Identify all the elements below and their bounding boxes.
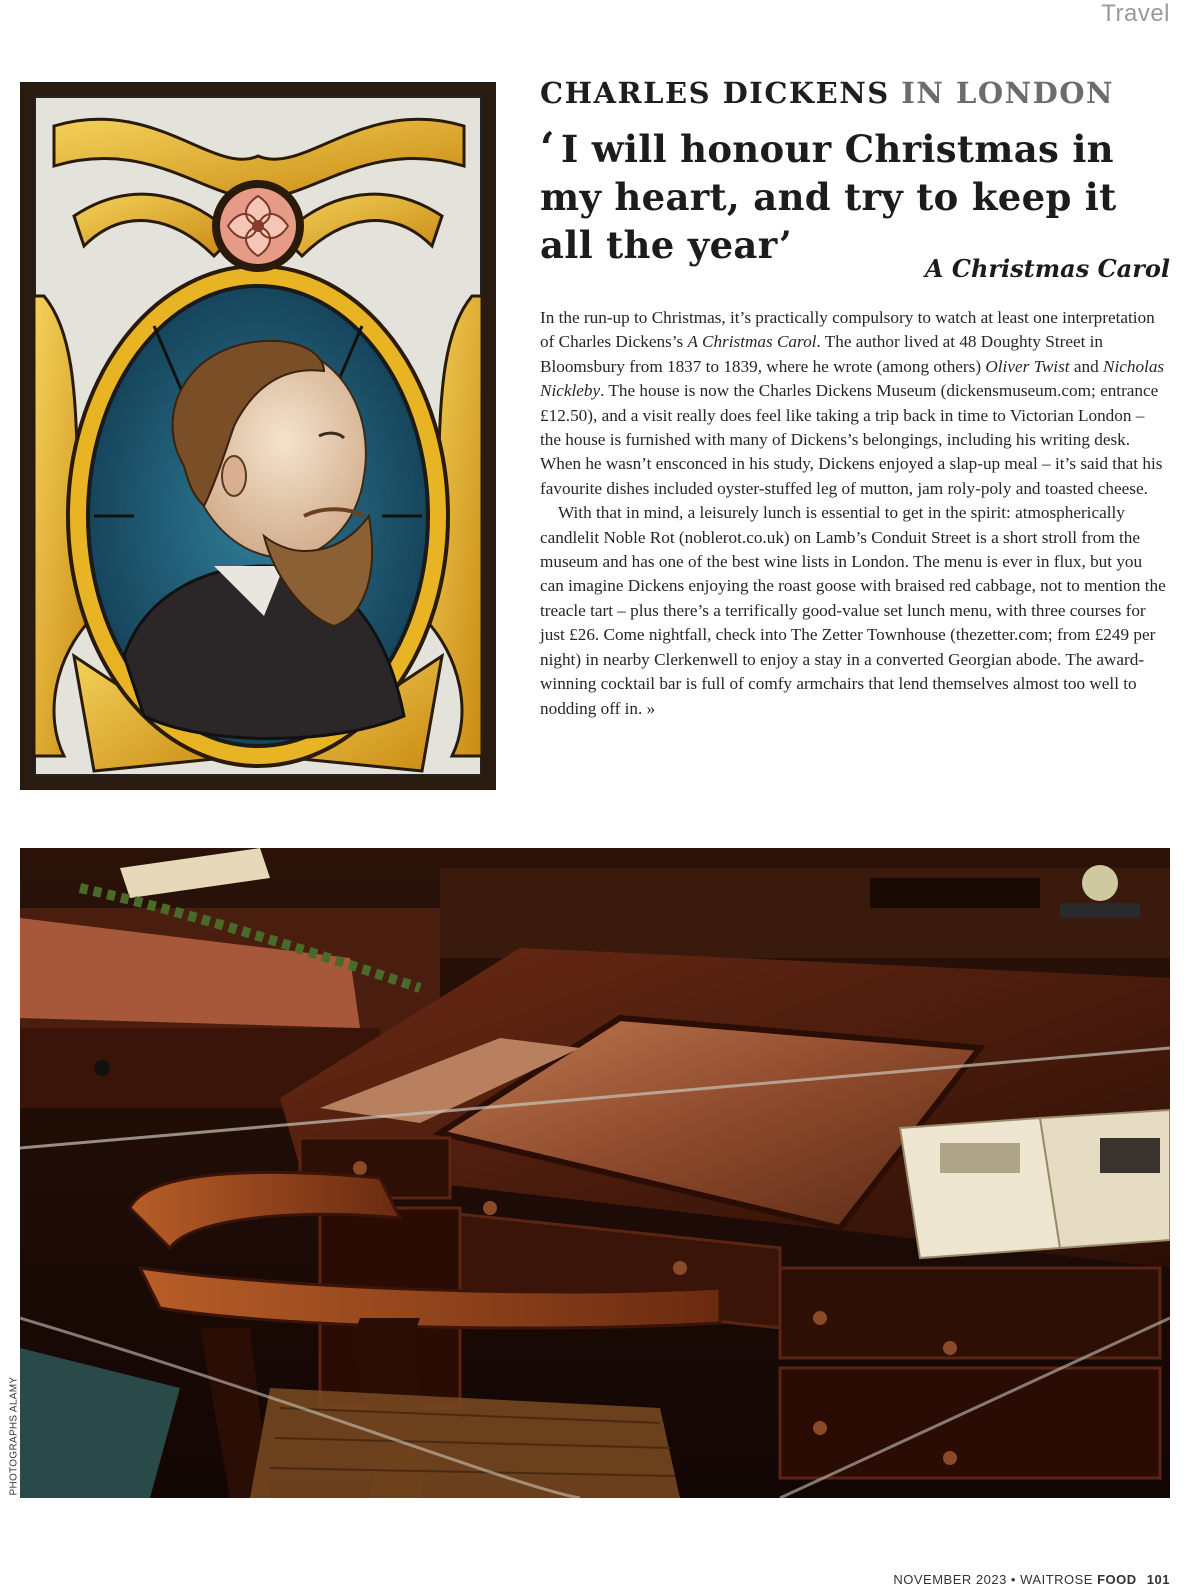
paragraph-1 (540, 306, 1168, 501)
para1-text-d: . The house is now the Charles Dickens Museum (dickensmuseum.com; entrance £12.50), and a visit really does feel like taking a trip back in time to Victorian London – the house is furnished with many of Dickens’s belongings, including his writing desk. When he wasn’t ensconced in his study, Dickens enjoyed a slap-up meal – it’s said that his favourite dishes included oyster-stuffed leg of mutton, jam roly-poly and toasted cheese. (540, 381, 1163, 498)
para1-text-b: . The author lived at 48 Doughty Street in Bloomsbury from 1837 to 1839, where he wrote (among others) (540, 332, 1104, 376)
quote-attribution: A Christmas Carol (924, 254, 1170, 283)
pull-quote-text: I will honour Christmas in my heart, and try to keep it all the year’ (540, 127, 1117, 267)
para1-text-a: In the run-up to Christmas, it’s practically compulsory to watch at least one interpretation of Charles Dickens’s (540, 308, 1155, 352)
kicker-accent: IN LONDON (901, 76, 1115, 110)
stained-glass-portrait-icon (34, 96, 482, 776)
magazine-name-bold: FOOD (1097, 1572, 1137, 1587)
article-kicker (540, 76, 1180, 110)
section-tag: Travel (1101, 0, 1170, 27)
pull-quote (540, 124, 1180, 269)
page-footer (893, 1572, 1170, 1587)
book-title-oliver-twist: Oliver Twist (985, 356, 1070, 376)
para1-text-c: and (1069, 356, 1103, 376)
book-title-christmas-carol: A Christmas Carol (687, 332, 817, 352)
stained-glass-portrait-image (20, 82, 496, 790)
magazine-name-light: WAITROSE (1020, 1572, 1093, 1587)
book-title-nicholas-nickleby: Nicholas Nickleby (540, 356, 1165, 401)
kicker-main: CHARLES DICKENS (540, 76, 890, 110)
photo-credit: PHOTOGRAPHS ALAMY (8, 1376, 20, 1496)
paragraph-2: With that in mind, a leisurely lunch is essential to get in the spirit: atmospherically candlelit Noble Rot (noblerot.co.uk) on Lamb’s Conduit Street is a short stroll from the museum and has one of the best wine lists in London. The menu is ever in flux, but you can imagine Dickens enjoying the roast goose with braised red cabbage, not to mention the treacle tart – plus there’s a terrifically good-value set lunch menu, with three courses for just £26. Come nightfall, check into The Zetter Townhouse (thezetter.com; from £249 per night) in nearby Clerkenwell to enjoy a stay in a converted Georgian abode. The award-winning cocktail bar is full of comfy armchairs that lend themselves almost too well to nodding off in. » (540, 503, 1166, 718)
issue-date: NOVEMBER 2023 • (893, 1572, 1016, 1587)
writing-desk-icon (20, 848, 1170, 1498)
page-number: 101 (1146, 1572, 1170, 1587)
article-body (540, 306, 1168, 721)
quote-mark-icon: ‘ (540, 123, 555, 172)
writing-desk-photo (20, 848, 1170, 1498)
